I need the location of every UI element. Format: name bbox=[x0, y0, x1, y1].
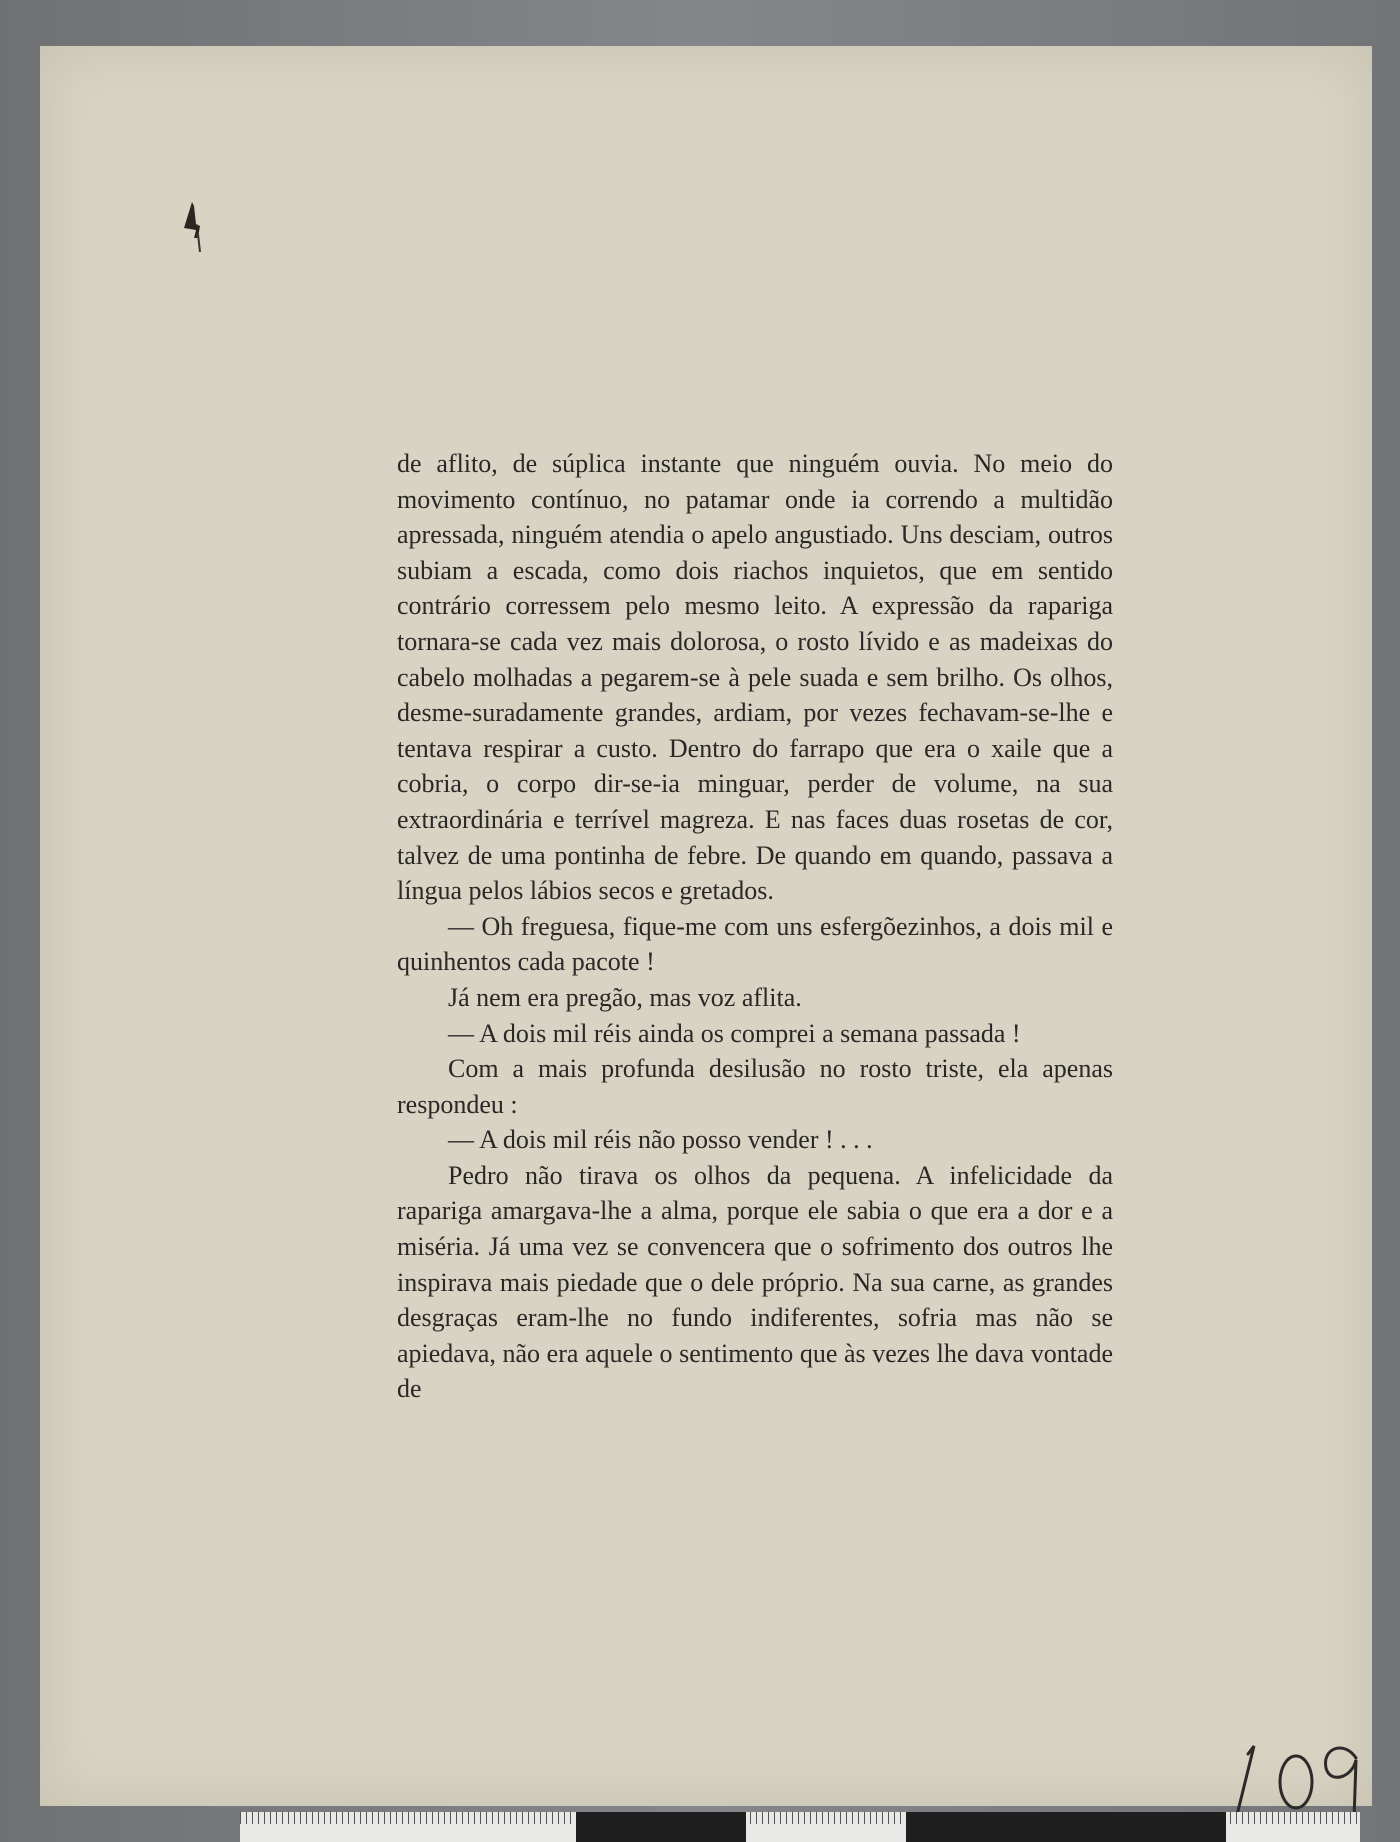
paragraph-3: Já nem era pregão, mas voz aflita. bbox=[448, 982, 802, 1012]
body-text bbox=[397, 446, 1113, 1407]
paragraph-4: — A dois mil réis ainda os comprei a semana passada ! bbox=[448, 1018, 1021, 1048]
document-page bbox=[40, 46, 1372, 1806]
paragraph-2: — Oh freguesa, fique-me com uns esfergõezinhos, a dois mil e quinhentos cada pacote ! bbox=[397, 911, 1113, 977]
ruler-dark-segment bbox=[576, 1812, 746, 1842]
paragraph-1: de aflito, de súplica instante que ninguém ouvia. No meio do movimento contínuo, no patamar onde ia correndo a multidão apressada, ninguém atendia o apelo angustiado. Uns desciam, outros subiam a escada, como dois riachos inquietos, que em sentido contrário corressem pelo mesmo leito. A expressão da rapariga tornara-se cada vez mais dolorosa, o rosto lívido e as madeixas do cabelo molhadas a pegarem-se à pele suada e sem brilho. Os olhos, desme-suradamente grandes, ardiam, por vezes fechavam-se-lhe e tentava respirar a custo. Dentro do farrapo que era o xaile que a cobria, o corpo dir-se-ia minguar, perder de volume, na sua extraordinária e terrível magreza. E nas faces duas rosetas de cor, talvez de uma pontinha de febre. De quando em quando, passava a língua pelos lábios secos e gretados. bbox=[397, 449, 1113, 906]
corner-mark-4 bbox=[182, 198, 204, 254]
paragraph-6: — A dois mil réis não posso vender ! . . . bbox=[448, 1125, 873, 1155]
paragraph-5: Com a mais profunda desilusão no rosto triste, ela apenas respondeu : bbox=[397, 1054, 1113, 1119]
scale-ruler bbox=[240, 1812, 1360, 1842]
paragraph-7: Pedro não tirava os olhos da pequena. A infelicidade da rapariga amargava-lhe a alma, porque ele sabia o que era a dor e a miséria. Já uma vez se convencera que o sofrimento dos outros lhe inspirava mais piedade que o dele próprio. Na sua carne, as grandes desgraças eram-lhe no fundo indiferentes, sofria mas não se apiedava, não era aquele o sentimento que às vezes lhe dava vontade de bbox=[397, 1160, 1113, 1404]
ruler-dark-segment bbox=[906, 1812, 1226, 1842]
